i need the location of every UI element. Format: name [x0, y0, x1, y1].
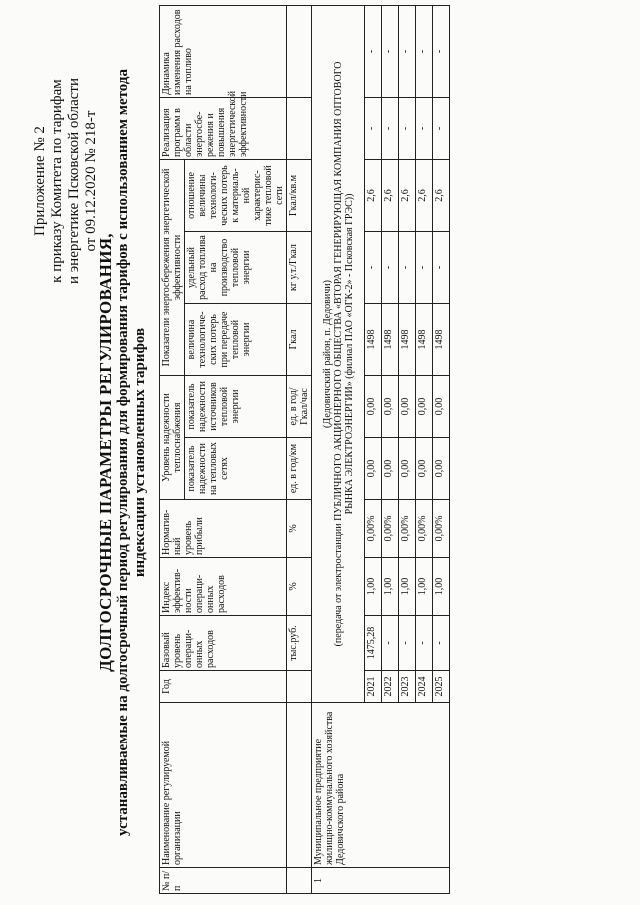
cell-prog: - [365, 97, 382, 159]
section-label [312, 5, 365, 702]
cell-year: 2022 [382, 671, 399, 703]
cell-base: - [433, 616, 450, 671]
cell-en-b: - [399, 232, 416, 304]
header-norm: Норматив-ный уровень прибыли [160, 500, 287, 558]
cell-en-c: 2,6 [382, 159, 399, 231]
document-title: ДОЛГОСРОЧНЫЕ ПАРАМЕТРЫ РЕГУЛИРОВАНИЯ, [96, 233, 115, 672]
header-year: Год [160, 671, 287, 703]
cell-dyn: - [365, 5, 382, 97]
cell-index: 1,00 [382, 558, 399, 616]
section-line-2: (передача от электростанции ПУБЛИЧНОГО АКЦИОНЕРНОГО ОБЩЕСТВА «ВТОРАЯ ГЕНЕРИРУЮЩАЯ КОМПАНИЯ ОПТОВОГО РЫНКА ЭЛЕКТРОЭНЕРГИИ» (филиал ПАО «ОГК-2» - Псковская ГРЭС)) [332, 61, 355, 647]
cell-en-b: - [416, 232, 433, 304]
header-index: Индекс эффектив-ности операци-онных расходов [160, 558, 287, 616]
cell-norm: 0,00% [399, 500, 416, 558]
cell-en-b: - [433, 232, 450, 304]
cell-rel-a: 0,00 [382, 438, 399, 500]
unit-base: тыс.руб. [287, 616, 312, 671]
unit-rel-b: ед. в год/Гкал/час [287, 376, 312, 438]
cell-rel-b: 0,00 [433, 376, 450, 438]
cell-rel-b: 0,00 [382, 376, 399, 438]
header-energy: Показатели энергосбережения энергетической эффективности [160, 159, 185, 375]
cell-en-a: 1498 [382, 304, 399, 376]
appendix-line-3: и энергетике Псковской области [66, 78, 82, 285]
cell-dyn: - [382, 5, 399, 97]
header-programs: Реализация программ в области энергосбе-режения и повышения энергетической эффективности [160, 97, 287, 159]
cell-en-a: 1498 [433, 304, 450, 376]
cell-rel-b: 0,00 [399, 376, 416, 438]
cell-rel-a: 0,00 [399, 438, 416, 500]
cell-en-c: 2,6 [399, 159, 416, 231]
cell-en-a: 1498 [416, 304, 433, 376]
cell-en-a: 1498 [399, 304, 416, 376]
header-base: Базовый уровень операци-онных расходов [160, 616, 287, 671]
cell-dyn: - [416, 5, 433, 97]
cell-rel-b: 0,00 [365, 376, 382, 438]
header-rel-b: показатель надежности источников тепловой энергии [185, 376, 287, 438]
header-en-c: отношение величины технологи-ческих потерь к материаль-ной характерис-тике тепловой сети [185, 159, 287, 231]
cell-base: 1475,28 [365, 616, 382, 671]
cell-dyn: - [433, 5, 450, 97]
cell-prog: - [399, 97, 416, 159]
cell-year: 2021 [365, 671, 382, 703]
appendix-line-4: от 09.12.2020 № 218-т [83, 110, 99, 252]
cell-base: - [399, 616, 416, 671]
appendix-header [32, 78, 100, 284]
cell-rel-a: 0,00 [433, 438, 450, 500]
cell-en-b: - [382, 232, 399, 304]
cell-en-c: 2,6 [416, 159, 433, 231]
org-name: Муниципальное предприятие жилищно-коммунального хозяйства Дедовичского района [312, 703, 450, 868]
cell-norm: 0,00% [433, 500, 450, 558]
unit-en-b: кг у.т./Гкал [287, 232, 312, 304]
header-rel-a: показатель надежности на тепловых сетях [185, 438, 287, 500]
unit-en-a: Гкал [287, 304, 312, 376]
document-subtitle: устанавливаемые на долгосрочный период регулирования для формирования тарифов с использованием метода индексации установленных тарифов [115, 69, 148, 836]
header-num: № п/п [160, 868, 287, 894]
cell-norm: 0,00% [416, 500, 433, 558]
cell-index: 1,00 [416, 558, 433, 616]
unit-en-c: Гкал/кв.м [287, 159, 312, 231]
cell-en-c: 2,6 [365, 159, 382, 231]
cell-prog: - [382, 97, 399, 159]
header-dynamics: Динамика изменения расходов на топливо [160, 5, 287, 97]
units-row [287, 5, 312, 893]
cell-prog: - [416, 97, 433, 159]
parameters-table [159, 5, 450, 894]
header-org: Наименование регулируемой организации [160, 703, 287, 868]
cell-base: - [382, 616, 399, 671]
unit-rel-a: ед. в год/км [287, 438, 312, 500]
cell-prog: - [433, 97, 450, 159]
cell-en-c: 2,6 [433, 159, 450, 231]
cell-year: 2023 [399, 671, 416, 703]
cell-index: 1,00 [433, 558, 450, 616]
appendix-line-1: Приложение № 2 [32, 126, 48, 236]
cell-rel-b: 0,00 [416, 376, 433, 438]
org-number: 1 [312, 868, 450, 894]
cell-year: 2025 [433, 671, 450, 703]
cell-index: 1,00 [399, 558, 416, 616]
unit-index: % [287, 558, 312, 616]
section-line-1: (Дедовичский район, п. Дедовичи) [321, 280, 333, 428]
header-reliability: Уровень надежности теплоснабжения [160, 376, 185, 500]
cell-norm: 0,00% [382, 500, 399, 558]
cell-en-b: - [365, 232, 382, 304]
appendix-line-2: к приказу Комитета по тарифам [49, 79, 65, 283]
cell-index: 1,00 [365, 558, 382, 616]
cell-rel-a: 0,00 [416, 438, 433, 500]
header-en-b: удельный расход топлива на производство тепловой энергии [185, 232, 287, 304]
cell-en-a: 1498 [365, 304, 382, 376]
unit-norm: % [287, 500, 312, 558]
cell-dyn: - [399, 5, 416, 97]
header-en-a: величина технологиче-ских потерь при передаче тепловой энергии [185, 304, 287, 376]
cell-rel-a: 0,00 [365, 438, 382, 500]
cell-year: 2024 [416, 671, 433, 703]
cell-base: - [416, 616, 433, 671]
cell-norm: 0,00% [365, 500, 382, 558]
